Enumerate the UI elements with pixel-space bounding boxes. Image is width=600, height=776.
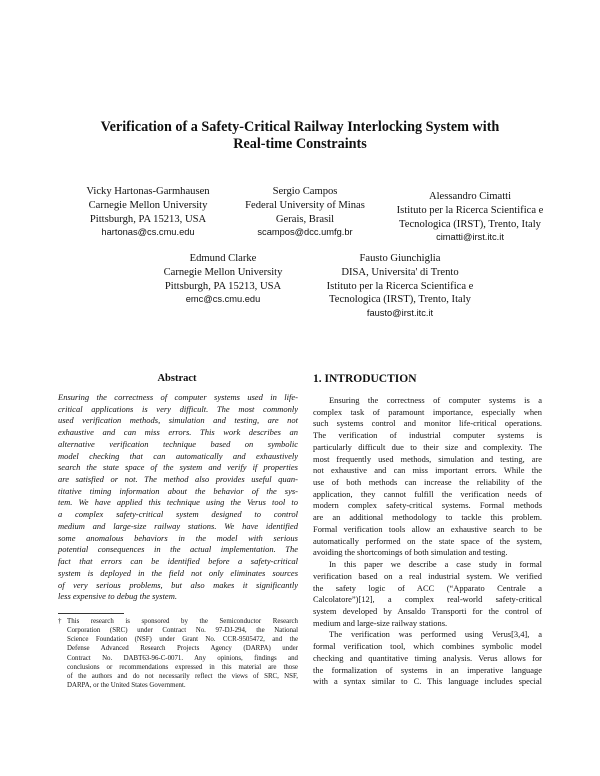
abstract-line: a complex safety-critical system designed to control <box>58 509 298 520</box>
author-affiliation: Istituto per la Ricerca Scientifica e <box>396 204 544 216</box>
abstract-line: potential consequences in the actual implementation. The <box>58 544 298 555</box>
footnote-line: Defense Advanced Research Projects Agency (DARPA) under <box>67 645 298 653</box>
author-affiliation: Federal University of Minas <box>245 199 365 211</box>
author-email[interactable]: fausto@irst.itc.it <box>366 308 434 319</box>
body-line: are an additional methodology to tackle this problem. <box>313 512 542 523</box>
footnote-line: Contract No. DABT63-96-C-0071. Any opinions, findings and <box>67 654 298 662</box>
author-address: Tecnologica (IRST), Trento, Italy <box>399 218 541 230</box>
author-email[interactable]: hartonas@cs.cmu.edu <box>101 227 195 238</box>
abstract-line: of very serious problems, but also makes it significantly <box>58 579 298 590</box>
body-line: Formal verification tools allow an exhaustive search to be <box>313 523 542 534</box>
body-line: use of both methods can increase the reliability of the <box>313 477 542 488</box>
body-line: checking and quantitative timing analysis. Verus allows for <box>313 652 542 663</box>
author-address: Pittsburgh, PA 15213, USA <box>89 213 207 225</box>
body-line: In this paper we describe a case study in formal <box>329 559 542 570</box>
abstract-line: model checking that can automatically and exhaustively <box>58 450 298 461</box>
body-line: the safety logic of ACC (“Apparato Centrale a <box>313 582 542 593</box>
body-line: Ensuring the correctness of computer systems is a <box>329 395 542 405</box>
body-line: The verification of industrial computer systems is <box>313 430 542 441</box>
abstract-line: medium and large-size railway stations. We have identified <box>58 520 298 531</box>
body-line: formal verification tool, which combines symbolic model <box>313 641 542 652</box>
author-block-clarke <box>133 252 313 307</box>
author-block-hartonas <box>58 185 238 240</box>
author-email[interactable]: cimatti@irst.itc.it <box>436 232 504 243</box>
body-line: automatically performed on the state space of the system, <box>313 535 542 546</box>
abstract-line: system is deployed in the field not only eliminates sources <box>58 567 298 578</box>
abstract-line: alternative verification technique based on symbolic <box>58 438 298 449</box>
body-line: not exhaustive and can miss important errors. While the <box>313 465 542 476</box>
author-affiliation: Carnegie Mellon University <box>88 199 208 211</box>
footnote-line: conclusions or recommendations expressed in this material are those <box>67 663 298 671</box>
abstract-line: Ensuring the correctness of computer systems used in life- <box>58 392 298 402</box>
abstract-line: critical applications is very difficult. The most commonly <box>58 403 298 414</box>
author-email[interactable]: scampos@dcc.umfg.br <box>257 227 353 238</box>
author-email[interactable]: emc@cs.cmu.edu <box>185 294 261 305</box>
section-heading-introduction: 1. INTRODUCTION <box>313 373 417 385</box>
author-name: Edmund Clarke <box>189 253 257 264</box>
author-block-cimatti <box>380 190 560 245</box>
footnote-rule <box>58 613 124 614</box>
body-line: The verification was performed using Verus[3,4], a <box>329 629 542 640</box>
author-name: Fausto Giunchiglia <box>359 253 441 264</box>
footnote-line: Science Foundation (NSF) under Grant No. CCR-9505472, and the <box>67 636 298 644</box>
body-line: avoiding the shortcomings of both simulation and testing. <box>313 547 508 558</box>
body-line: particularly difficult due to their size and complexity. The <box>313 441 542 452</box>
body-line: application, they cannot fulfill the verification needs of <box>313 488 542 499</box>
body-line: with a syntax similar to C. This language includes special <box>313 676 542 687</box>
body-line: complex task of paramount importance, especially when <box>313 406 542 417</box>
abstract-line: some anomalous behaviors in the model with serious <box>58 532 298 543</box>
body-line: Calcolatore”)[12], a complex real-world safety-critical <box>313 594 542 605</box>
abstract-line: titative timing information about the behavior of the sys- <box>58 485 298 496</box>
body-line: such systems control and monitor life-critical operations. <box>313 418 542 429</box>
author-block-campos <box>230 185 380 240</box>
introduction-text <box>313 395 542 688</box>
author-affiliation: Istituto per la Ricerca Scientifica e <box>326 280 474 292</box>
footnote <box>58 617 298 690</box>
title-line-2: Real-time Constraints <box>233 136 367 152</box>
abstract-line: used verification methods, simulation and testing, are not <box>58 415 298 426</box>
author-name: Vicky Hartonas-Garmhausen <box>86 186 210 197</box>
paper-title <box>60 119 540 153</box>
abstract-heading: Abstract <box>157 373 197 384</box>
author-block-giunchiglia <box>310 252 490 321</box>
footnote-mark: † <box>58 618 62 625</box>
title-line-1: Verification of a Safety-Critical Railway Interlocking System with <box>100 119 500 135</box>
author-name: Sergio Campos <box>272 186 338 197</box>
author-address: Gerais, Brasil <box>275 213 335 225</box>
abstract-line: tem. We have applied this technique using the Verus tool to <box>58 497 298 508</box>
abstract-line: fact that errors can be identified before a safety-critical <box>58 556 298 567</box>
body-line: verification based on a real industrial system. We verified <box>313 570 542 581</box>
author-affiliation: Carnegie Mellon University <box>163 266 283 278</box>
body-line: the formalization of systems in an imperative language <box>313 664 542 675</box>
body-line: most frequently used methods, simulation and testing, are <box>313 453 542 464</box>
body-line: modern complex safety-critical systems. Formal methods <box>313 500 542 511</box>
abstract-line: less expensive to debug the system. <box>58 591 177 602</box>
footnote-line: This research is sponsored by the Semiconductor Research <box>67 618 298 625</box>
author-name: Alessandro Cimatti <box>428 191 512 202</box>
footnote-line: DARPA, or the United States Government. <box>67 682 186 690</box>
abstract-text <box>58 392 298 603</box>
author-address: Pittsburgh, PA 15213, USA <box>164 280 282 292</box>
abstract-line: are satisfied or not. The method also provides useful quan- <box>58 474 298 485</box>
abstract-line: search the state space of the system and verify if properties <box>58 462 298 473</box>
body-line: system developed by Ansaldo Transporti for the control of <box>313 605 542 616</box>
footnote-line: Corporation (SRC) under Contract No. 97-DJ-294, the National <box>67 627 298 635</box>
abstract-line: exhaustive and can miss errors. This work describes an <box>58 427 298 438</box>
author-address: Tecnologica (IRST), Trento, Italy <box>329 294 471 306</box>
body-line: medium and large-size railway stations. <box>313 617 448 628</box>
author-affiliation-disa: DISA, Universita' di Trento <box>341 266 459 278</box>
footnote-line: of the authors and do not necessarily reflect the views of SRC, NSF, <box>67 672 298 680</box>
